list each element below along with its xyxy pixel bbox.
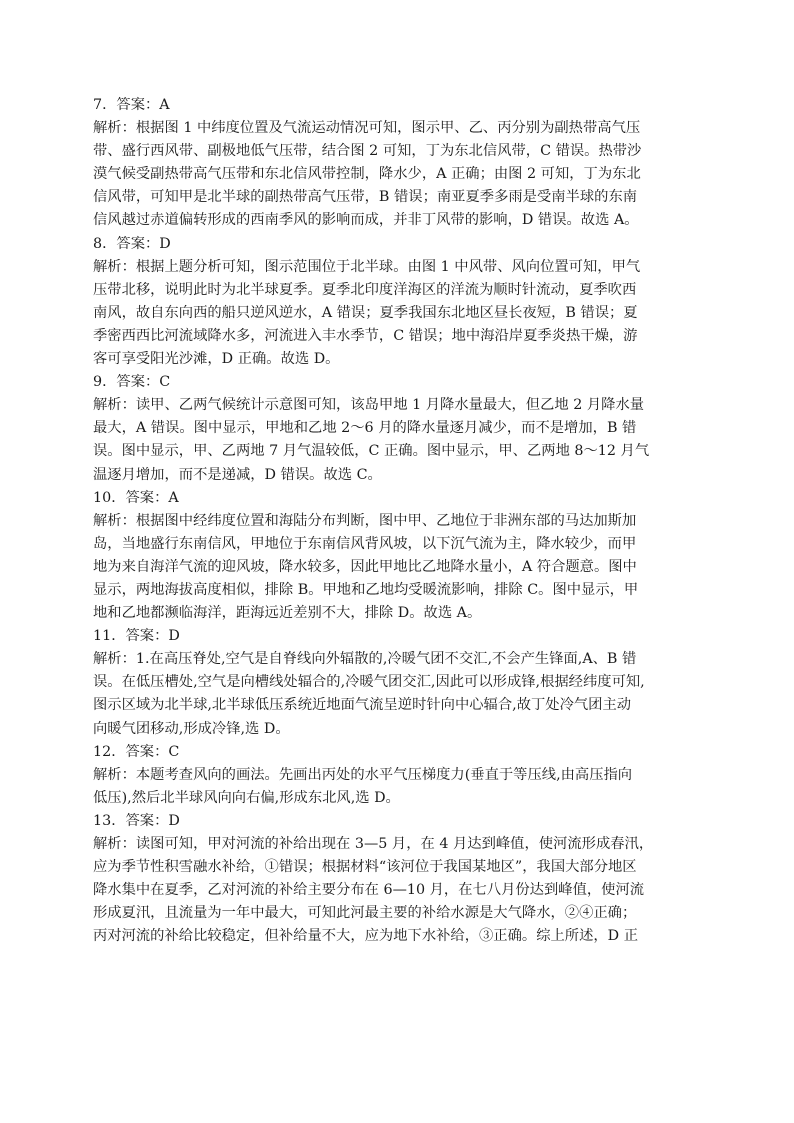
answer-11-explanation-line: 误。在低压槽处,空气是向槽线处辐合的,冷暖气团交汇,因此可以形成锋,根据经纬度可知, (93, 674, 645, 691)
answer-12-explanation-line: 低压),然后北半球风向向右偏,形成东北风,选 D。 (93, 789, 400, 806)
answer-11-heading: 11．答案：D (93, 628, 180, 645)
answer-8-heading: 8．答案：D (93, 235, 171, 252)
answer-13-explanation-line: 降水集中在夏季，乙对河流的补给主要分布在 6—10 月，在七八月份达到峰值，使河流 (93, 882, 645, 899)
answer-7-heading: 7．答案：A (93, 97, 170, 113)
answer-8-explanation-line: 客可享受阳光沙滩，D 正确。故选 D。 (93, 351, 340, 368)
answer-11-explanation-line: 向暖气团移动,形成冷锋,选 D。 (93, 720, 290, 737)
answer-10-explanation-line: 显示，两地海拔高度相似，排除 B。甲地和乙地均受暖流影响，排除 C。图中显示，甲 (93, 581, 639, 598)
answer-13-explanation-line: 应为季节性积雪融水补给，①错误；根据材料“该河位于我国某地区”，我国大部分地区 (93, 859, 637, 876)
answer-13-heading: 13．答案：D (93, 812, 180, 829)
answer-12-explanation-line: 解析：本题考查风向的画法。先画出丙处的水平气压梯度力(垂直于等压线,由高压指向 (93, 766, 633, 783)
answer-10-explanation-line: 解析：根据图中经纬度位置和海陆分布判断，图中甲、乙地位于非洲东部的马达加斯加 (93, 512, 637, 529)
answer-7-explanation-line: 信风带，可知甲是北半球的副热带高气压带，B 错误；南亚夏季多雨是受南半球的东南 (93, 189, 638, 206)
answer-13-explanation-line: 形成夏汛，且流量为一年中最大，可知此河最主要的补给水源是大气降水，②④正确； (93, 905, 637, 922)
answer-10-explanation-line: 地为来自海洋气流的迎风坡，降水较多，因此甲地比乙地降水量小，A 符合题意。图中 (93, 558, 637, 575)
answer-7-explanation-line: 漠气候受副热带高气压带和东北信风带控制，降水少，A 正确；由图 2 可知，丁为东北 (93, 166, 641, 183)
answer-9-explanation-line: 最大，A 错误。图中显示，甲地和乙地 2～6 月的降水量逐月减少，而不是增加，B 错 (93, 420, 637, 437)
answer-10-heading: 10．答案：A (93, 489, 179, 506)
answer-7-explanation-line: 解析：根据图 1 中纬度位置及气流运动情况可知，图示甲、乙、丙分别为副热带高气压 (93, 120, 641, 137)
answer-12-heading: 12．答案：C (93, 743, 180, 760)
answer-9-heading: 9．答案：C (93, 374, 171, 391)
answer-7-explanation-line: 带、盛行西风带、副极地低气压带，结合图 2 可知，丁为东北信风带，C 错误。热带沙 (93, 143, 642, 160)
answer-9-explanation-line: 温逐月增加，而不是递减，D 错误。故选 C。 (93, 466, 382, 483)
answer-9-explanation-line: 误。图中显示，甲、乙两地 7 月气温较低，C 正确。图中显示，甲、乙两地 8～12 月气 (93, 443, 650, 460)
document-body (93, 94, 705, 948)
answer-9-explanation-line: 解析：读甲、乙两气候统计示意图可知，该岛甲地 1 月降水量最大，但乙地 2 月降水量 (93, 397, 645, 414)
answer-10-explanation-line: 岛，当地盛行东南信风，甲地位于东南信风背风坡，以下沉气流为主，降水较少，而甲 (93, 535, 637, 552)
answer-13-explanation-line: 解析：读图可知，甲对河流的补给出现在 3—5 月，在 4 月达到峰值，使河流形成春汛， (93, 836, 654, 852)
answer-10-explanation-line: 地和乙地都濒临海洋，距海远近差别不大，排除 D。故选 A。 (93, 605, 482, 622)
answer-11-explanation-line: 图示区域为北半球,北半球低压系统近地面气流呈逆时针向中心辐合,故丁处冷气团主动 (93, 697, 632, 714)
answer-8-explanation-line: 压带北移，说明此时为北半球夏季。夏季北印度洋海区的洋流为顺时针流动，夏季吹西 (93, 281, 637, 298)
answer-8-explanation-line: 解析：根据上题分析可知，图示范围位于北半球。由图 1 中风带、风向位置可知，甲气 (93, 258, 641, 275)
answer-8-explanation-line: 南风，故自东向西的船只逆风逆水，A 错误；夏季我国东北地区昼长夜短，B 错误；夏 (93, 304, 638, 321)
answer-7-explanation-line: 信风越过赤道偏转形成的西南季风的影响而成，并非丁风带的影响，D 错误。故选 A。 (93, 212, 639, 229)
answer-11-explanation-line: 解析：1.在高压脊处,空气是自脊线向外辐散的,冷暖气团不交汇,不会产生锋面,A、B 错 (93, 651, 637, 668)
answer-13-explanation-line: 丙对河流的补给比较稳定，但补给量不大，应为地下水补给，③正确。综上所述，D 正 (93, 928, 638, 945)
answer-8-explanation-line: 季密西西比河流域降水多，河流进入丰水季节，C 错误；地中海沿岸夏季炎热干燥，游 (93, 327, 638, 344)
